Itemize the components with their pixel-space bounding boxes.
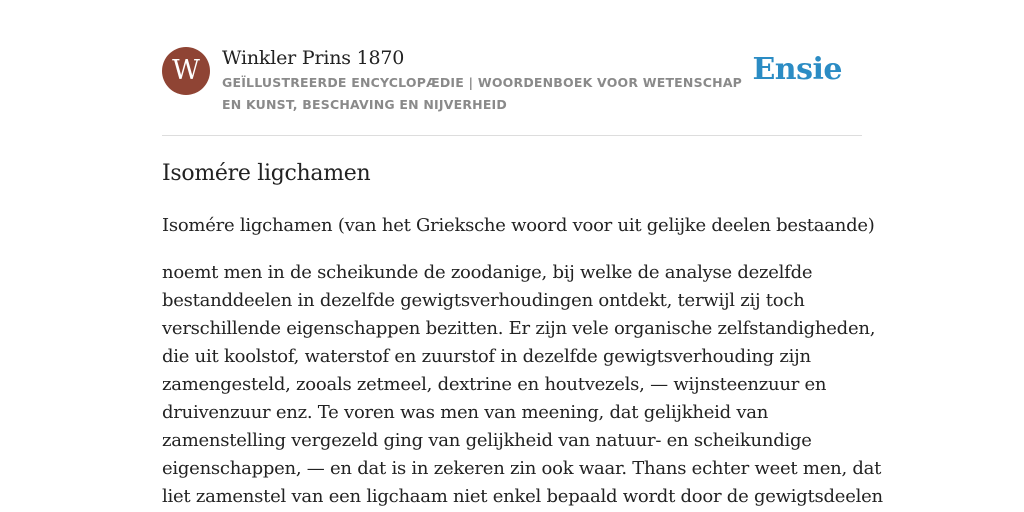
article-title: Isomére ligchamen [162, 161, 371, 186]
body-line: zamenstelling vergezeld ging van gelijkheid van natuur- en scheikundige [162, 430, 812, 451]
body-line: bestanddeelen in dezelfde gewigtsverhoudingen ontdekt, terwijl zij toch [162, 290, 805, 311]
body-line: zamengesteld, zooals zetmeel, dextrine en houtvezels, — wijnsteenzuur en [162, 374, 827, 395]
body-line: liet zamenstel van een ligchaam niet enkel bepaald wordt door de gewigtsdeelen [162, 486, 883, 507]
body-line: druivenzuur enz. Te voren was men van meening, dat gelijkheid van [162, 402, 769, 423]
body-line: verschillende eigenschappen bezitten. Er zijn vele organische zelfstandigheden, [162, 318, 876, 339]
brand-logo-link[interactable]: Ensie [752, 52, 842, 87]
source-avatar[interactable]: W [162, 47, 210, 95]
header-divider [162, 135, 862, 136]
article-lead: Isomére ligchamen (van het Grieksche woord voor uit gelijke deelen bestaande) [162, 215, 875, 236]
article-body [162, 259, 882, 511]
header [162, 46, 862, 116]
source-subtitle: GEÏLLUSTREERDE ENCYCLOPÆDIE | WOORDENBOEK VOOR WETENSCHAP EN KUNST, BESCHAVING EN NIJVERHEID [222, 75, 743, 112]
body-line: noemt men in de scheikunde de zoodanige, bij welke de analyse dezelfde [162, 262, 813, 283]
source-title[interactable]: Winkler Prins 1870 [222, 47, 405, 69]
body-line: die uit koolstof, waterstof en zuurstof in dezelfde gewigtsverhouding zijn [162, 346, 811, 367]
body-line: eigenschappen, — en dat is in zekeren zin ook waar. Thans echter weet men, dat [162, 458, 882, 479]
